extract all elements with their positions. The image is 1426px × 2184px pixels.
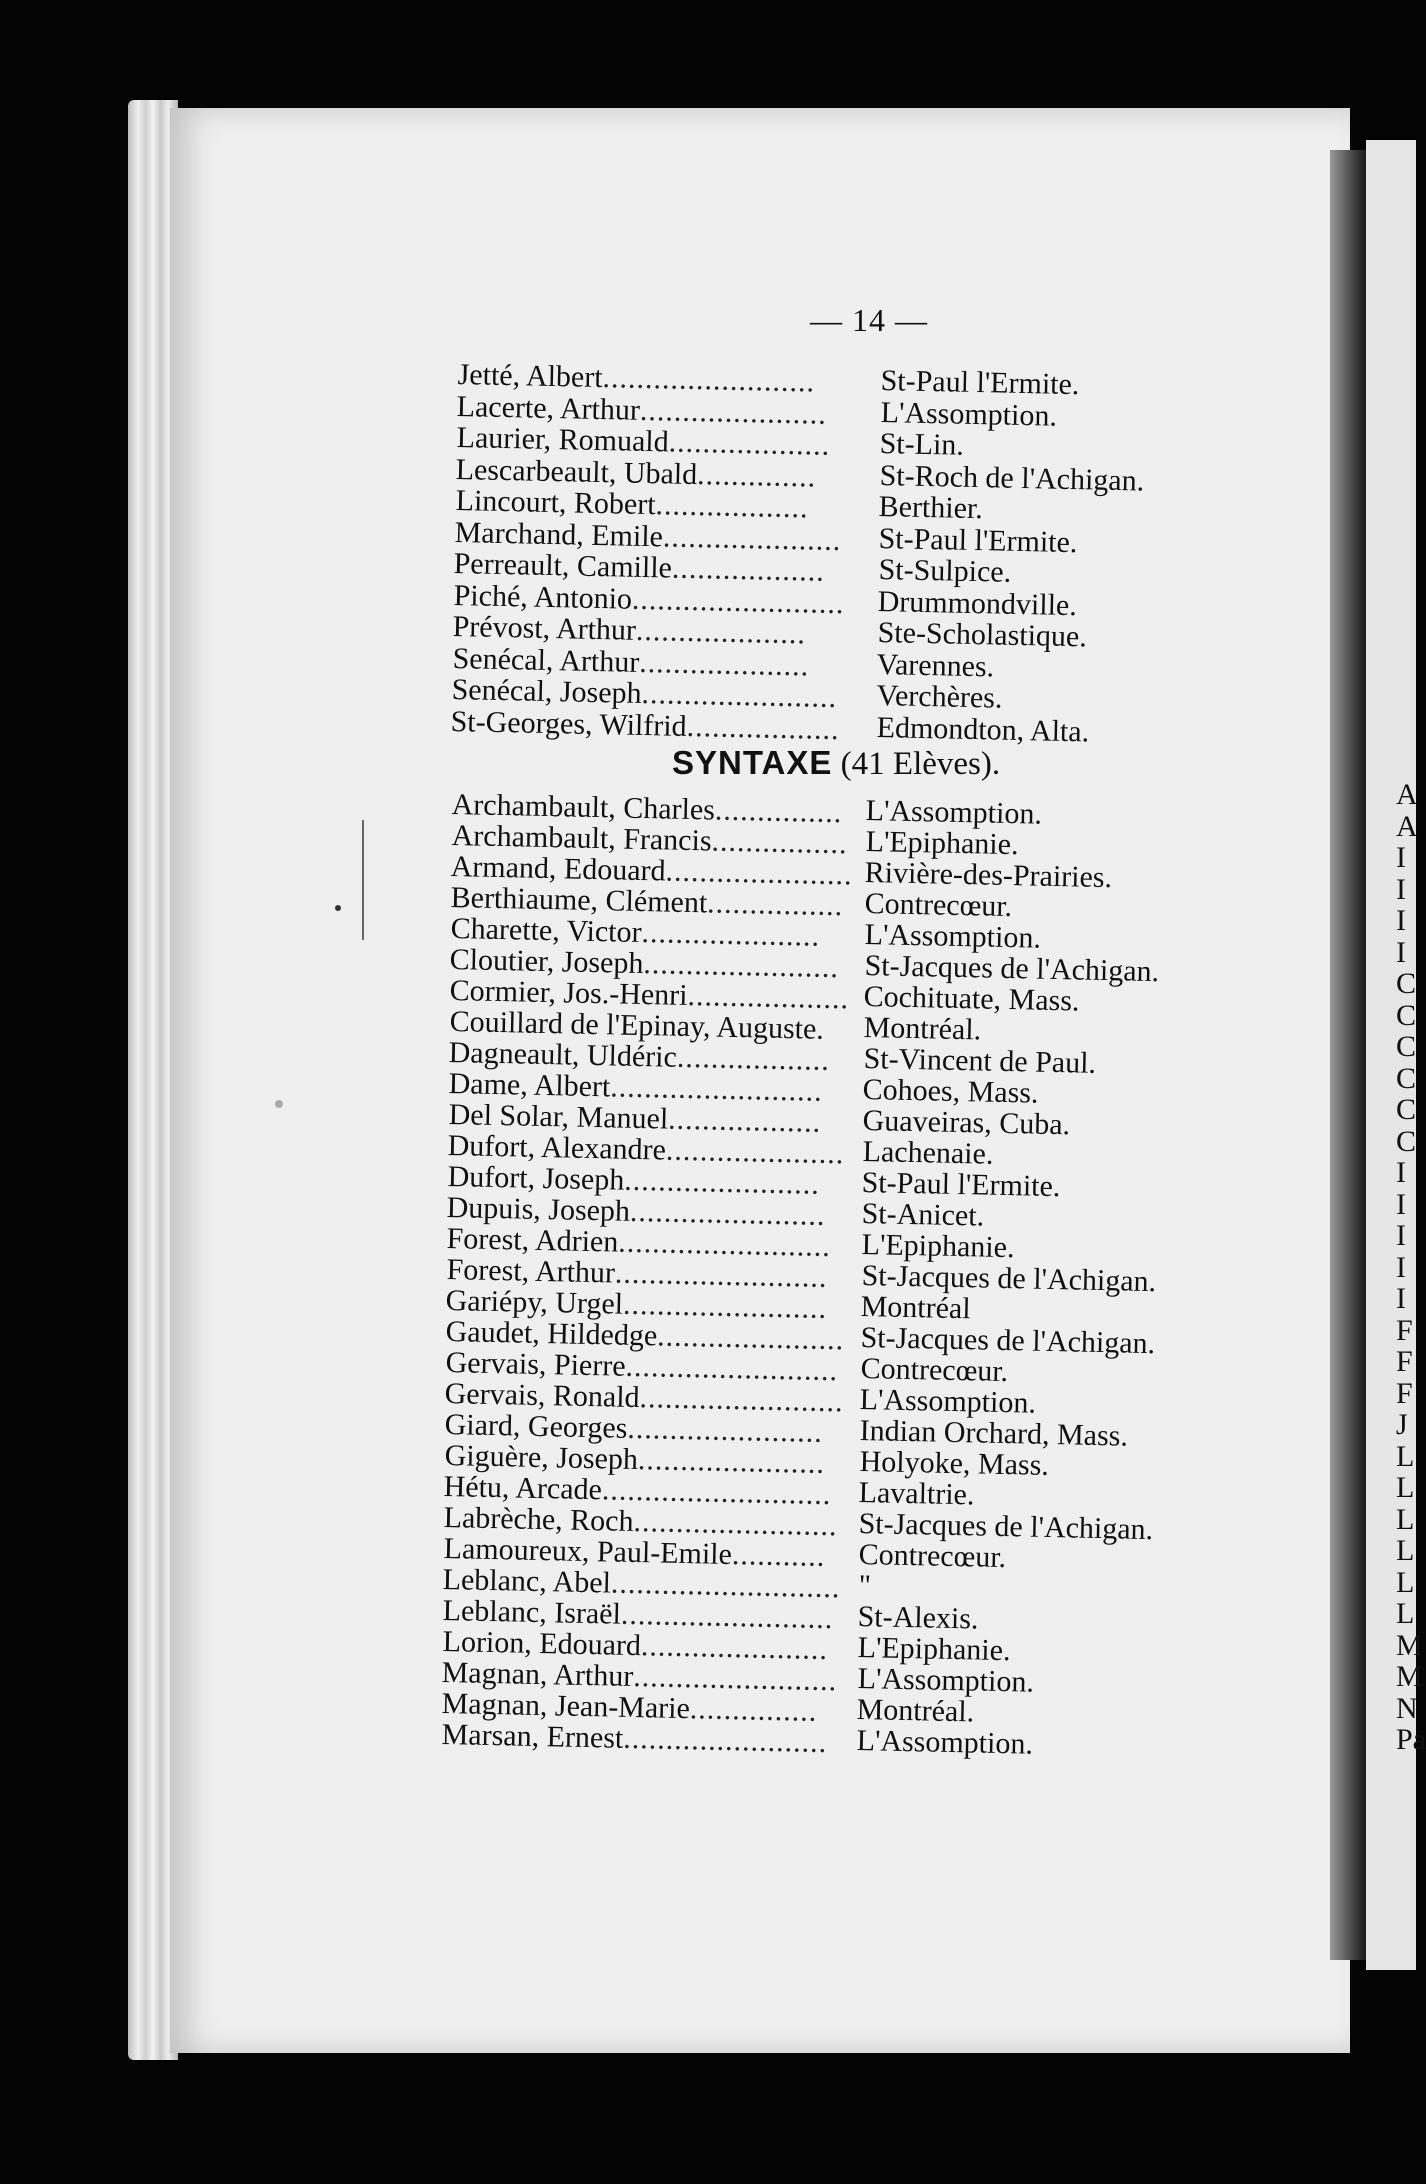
- student-hometown: L'Assomption.: [864, 918, 1042, 955]
- student-hometown: St-Paul l'Ermite.: [878, 521, 1078, 559]
- student-hometown: Drummondville.: [877, 584, 1078, 622]
- leader-dots: ....................: [638, 645, 810, 682]
- student-hometown: St-Anicet.: [861, 1197, 985, 1233]
- leader-dots: ......................: [665, 854, 854, 892]
- leader-dots: ......................: [656, 1319, 845, 1357]
- facing-page-letter: L: [1396, 1439, 1415, 1473]
- student-hometown: L'Epiphanie.: [865, 825, 1019, 862]
- student-hometown: St-Vincent de Paul.: [862, 1042, 1096, 1080]
- student-name: Giard, Georges: [444, 1408, 628, 1445]
- leader-dots: ......................: [637, 1443, 825, 1480]
- student-name: Gariépy, Urgel: [445, 1284, 624, 1321]
- leader-dots: .......................: [643, 947, 840, 985]
- student-hometown: Contrecœur.: [859, 1352, 1009, 1389]
- page-number: — 14 —: [810, 302, 928, 338]
- leader-dots: .........................: [620, 1597, 834, 1636]
- student-hometown: Contrecœur.: [864, 887, 1013, 924]
- student-hometown: Verchères.: [876, 679, 1003, 715]
- leader-dots: ...........................: [601, 1473, 833, 1512]
- student-name: Lacerte, Arthur: [456, 389, 641, 427]
- section-name: SYNTAXE: [672, 744, 833, 781]
- student-name: Labrèche, Roch: [443, 1501, 634, 1538]
- leader-dots: .......................: [623, 1163, 820, 1201]
- leader-dots: .....................: [640, 915, 820, 953]
- student-name: Cloutier, Joseph: [449, 943, 645, 981]
- student-hometown: St-Jacques de l'Achigan.: [860, 1321, 1156, 1361]
- student-hometown: Lachenaie.: [862, 1135, 994, 1171]
- facing-page-letter: M: [1396, 1660, 1423, 1693]
- student-name: Berthiaume, Clément: [450, 881, 708, 920]
- leader-dots: ...................: [668, 425, 831, 462]
- leader-dots: .......................: [641, 676, 838, 715]
- student-name: Laurier, Romuald: [456, 421, 669, 459]
- leader-dots: ...............: [689, 1692, 818, 1728]
- facing-page-letter: I: [1396, 1282, 1406, 1315]
- facing-page-letter: M: [1396, 1628, 1423, 1662]
- facing-page-letter: I: [1396, 904, 1406, 937]
- facing-page-letter: I: [1396, 872, 1406, 906]
- student-hometown: Montréal: [860, 1290, 972, 1326]
- student-name: Forest, Adrien: [446, 1222, 619, 1259]
- facing-page-letter: I: [1396, 841, 1406, 874]
- leader-dots: ................: [710, 824, 848, 861]
- facing-page-letter: A: [1396, 809, 1418, 843]
- student-name: Prévost, Arthur: [452, 610, 637, 647]
- student-hometown: Indian Orchard, Mass.: [859, 1414, 1129, 1453]
- facing-page-letter: L: [1396, 1534, 1415, 1567]
- facing-page-letter: C: [1396, 1093, 1417, 1126]
- student-hometown: Rivière-des-Prairies.: [864, 856, 1113, 895]
- student-name: Dame, Albert: [448, 1067, 611, 1104]
- leader-dots: ........................: [633, 1660, 838, 1698]
- leader-dots: ................: [706, 886, 844, 923]
- student-name: Dufort, Alexandre: [447, 1129, 667, 1167]
- student-name: Perreault, Camille: [453, 547, 673, 585]
- leader-dots: ......................: [639, 393, 828, 431]
- leader-dots: ..................: [676, 1040, 831, 1077]
- leader-dots: .........................: [614, 1256, 828, 1294]
- facing-page-letter: C: [1396, 998, 1417, 1032]
- facing-page-letter: L: [1396, 1565, 1415, 1599]
- facing-page-letter: C: [1396, 967, 1417, 1000]
- section-heading: [672, 744, 1000, 783]
- student-name: Gervais, Pierre: [445, 1346, 626, 1383]
- student-hometown: Montréal.: [863, 1011, 982, 1047]
- student-hometown: L'Assomption.: [879, 395, 1057, 433]
- facing-page-letter: C: [1396, 1124, 1417, 1158]
- student-name: Piché, Antonio: [453, 578, 633, 616]
- student-name: Magnan, Arthur: [441, 1656, 634, 1694]
- student-name: Magnan, Jean-Marie: [441, 1687, 691, 1726]
- student-name: Senécal, Joseph: [451, 673, 642, 710]
- leader-dots: ...................: [687, 978, 850, 1016]
- leader-dots: .........................: [618, 1225, 832, 1264]
- student-name: Hétu, Arcade: [443, 1470, 603, 1507]
- student-name: Armand, Edouard: [450, 850, 667, 888]
- student-hometown: St-Sulpice.: [877, 553, 1012, 589]
- facing-page-letter: I: [1396, 935, 1406, 969]
- leader-dots: ........................: [622, 1721, 828, 1760]
- leader-dots: ..................: [667, 1102, 822, 1139]
- leader-dots: .....................: [665, 1133, 845, 1171]
- student-hometown: Edmondton, Alta.: [875, 710, 1090, 748]
- facing-page-letter: L: [1396, 1471, 1415, 1504]
- student-hometown: Varennes.: [876, 647, 995, 683]
- student-hometown: L'Epiphanie.: [861, 1228, 1015, 1265]
- student-name: Lincourt, Robert: [454, 484, 656, 522]
- student-hometown: Holyoke, Mass.: [859, 1445, 1049, 1482]
- student-hometown: St-Paul l'Ermite.: [880, 364, 1080, 402]
- section-count: (41 Elèves).: [840, 746, 1001, 782]
- facing-page-letter: I: [1396, 1156, 1406, 1189]
- facing-page-letter: F: [1396, 1313, 1413, 1347]
- student-name: Gervais, Ronald: [444, 1377, 641, 1415]
- student-hometown: St-Jacques de l'Achigan.: [858, 1507, 1154, 1547]
- student-hometown: Contrecœur.: [858, 1538, 1007, 1575]
- facing-page-letter: F: [1396, 1376, 1413, 1410]
- student-name: Jetté, Albert: [457, 358, 603, 395]
- facing-page-letter: A: [1396, 778, 1418, 811]
- student-name: Dupuis, Joseph: [446, 1191, 631, 1228]
- student-name: Del Solar, Manuel: [447, 1098, 669, 1136]
- leader-dots: ..............: [697, 457, 817, 494]
- leader-dots: ......................: [640, 1629, 828, 1667]
- facing-page-letter: L: [1396, 1502, 1415, 1536]
- student-hometown: Guaveiras, Cuba.: [862, 1104, 1071, 1142]
- student-hometown: Berthier.: [878, 490, 984, 526]
- facing-page-letter: C: [1396, 1061, 1417, 1095]
- student-name: Lescarbeault, Ubald: [455, 452, 698, 491]
- leader-dots: ...............: [714, 793, 843, 830]
- student-hometown: L'Assomption.: [865, 794, 1043, 831]
- student-name: Archambault, Charles: [451, 788, 716, 827]
- facing-page-letter: I: [1396, 1219, 1406, 1252]
- student-entry: [450, 704, 841, 746]
- leader-dots: .........................: [631, 582, 845, 620]
- student-hometown: Ste-Scholastique.: [877, 616, 1087, 654]
- leader-dots: ....................: [635, 613, 807, 651]
- student-hometown: L'Assomption.: [856, 1662, 1034, 1699]
- student-name: Leblanc, Abel: [442, 1563, 612, 1600]
- student-hometown: St-Paul l'Ermite.: [861, 1166, 1062, 1204]
- student-name: Giguère, Joseph: [443, 1439, 638, 1477]
- student-name: Couillard de l'Epinay, Auguste.: [448, 1005, 824, 1046]
- student-hometown: St-Alexis.: [857, 1600, 980, 1636]
- leader-dots: ........................: [633, 1504, 838, 1543]
- student-hometown: St-Lin.: [879, 427, 965, 462]
- leader-dots: ...........................: [610, 1566, 841, 1605]
- student-name: Senécal, Arthur: [451, 641, 640, 679]
- student-name: Gaudet, Hildedge: [445, 1315, 658, 1353]
- student-hometown: Montréal.: [856, 1693, 975, 1729]
- student-hometown: L'Assomption.: [856, 1724, 1034, 1761]
- facing-page-letter: I: [1396, 1187, 1406, 1221]
- facing-page-letter: C: [1396, 1030, 1417, 1063]
- student-name: Dagneault, Uldéric: [448, 1036, 678, 1074]
- facing-page-letter: I: [1396, 1250, 1406, 1284]
- student-name: Cormier, Jos.-Henri: [449, 974, 688, 1012]
- student-hometown: St-Jacques de l'Achigan.: [863, 949, 1159, 989]
- leader-dots: ........................: [639, 1381, 845, 1419]
- student-name: Marchand, Emile: [454, 515, 664, 553]
- leader-dots: .....................: [662, 519, 842, 557]
- facing-page-letter: F: [1396, 1345, 1413, 1378]
- student-name: Charette, Victor: [449, 912, 642, 949]
- facing-page-letter: Pa: [1396, 1723, 1426, 1756]
- student-hometown: St-Jacques de l'Achigan.: [860, 1259, 1156, 1299]
- leader-dots: ..................: [686, 709, 841, 746]
- student-hometown: Lavaltrie.: [858, 1476, 976, 1512]
- student-hometown: St-Roch de l'Achigan.: [879, 458, 1145, 498]
- leader-dots: .........................: [602, 361, 816, 399]
- student-entry: [441, 1720, 827, 1758]
- student-name: St-Georges, Wilfrid: [450, 704, 688, 743]
- leader-dots: .......................: [627, 1411, 824, 1449]
- student-name: Leblanc, Israël: [442, 1594, 622, 1631]
- leader-dots: .........................: [609, 1070, 823, 1108]
- facing-page-letter: J: [1396, 1408, 1408, 1441]
- student-name: Marsan, Ernest: [440, 1718, 624, 1755]
- student-name: Dufort, Joseph: [447, 1160, 625, 1197]
- leader-dots: ..................: [654, 488, 809, 525]
- student-hometown: Cohoes, Mass.: [862, 1073, 1040, 1110]
- leader-dots: .........................: [624, 1349, 839, 1388]
- student-hometown: L'Epiphanie.: [857, 1631, 1011, 1668]
- student-hometown: L'Assomption.: [859, 1383, 1037, 1420]
- leader-dots: ...........: [731, 1538, 826, 1573]
- student-name: Lamoureux, Paul-Emile: [442, 1532, 732, 1572]
- facing-page-letter: N: [1396, 1691, 1418, 1725]
- student-name: Archambault, Francis: [450, 819, 712, 858]
- facing-page-letter: L: [1396, 1597, 1415, 1630]
- leader-dots: ..................: [671, 551, 826, 588]
- student-name: Forest, Arthur: [446, 1253, 616, 1290]
- student-hometown: Cochituate, Mass.: [863, 980, 1080, 1018]
- leader-dots: ........................: [623, 1287, 828, 1325]
- student-hometown: ": [857, 1569, 871, 1603]
- student-name: Lorion, Edouard: [441, 1625, 641, 1663]
- leader-dots: .......................: [630, 1194, 827, 1232]
